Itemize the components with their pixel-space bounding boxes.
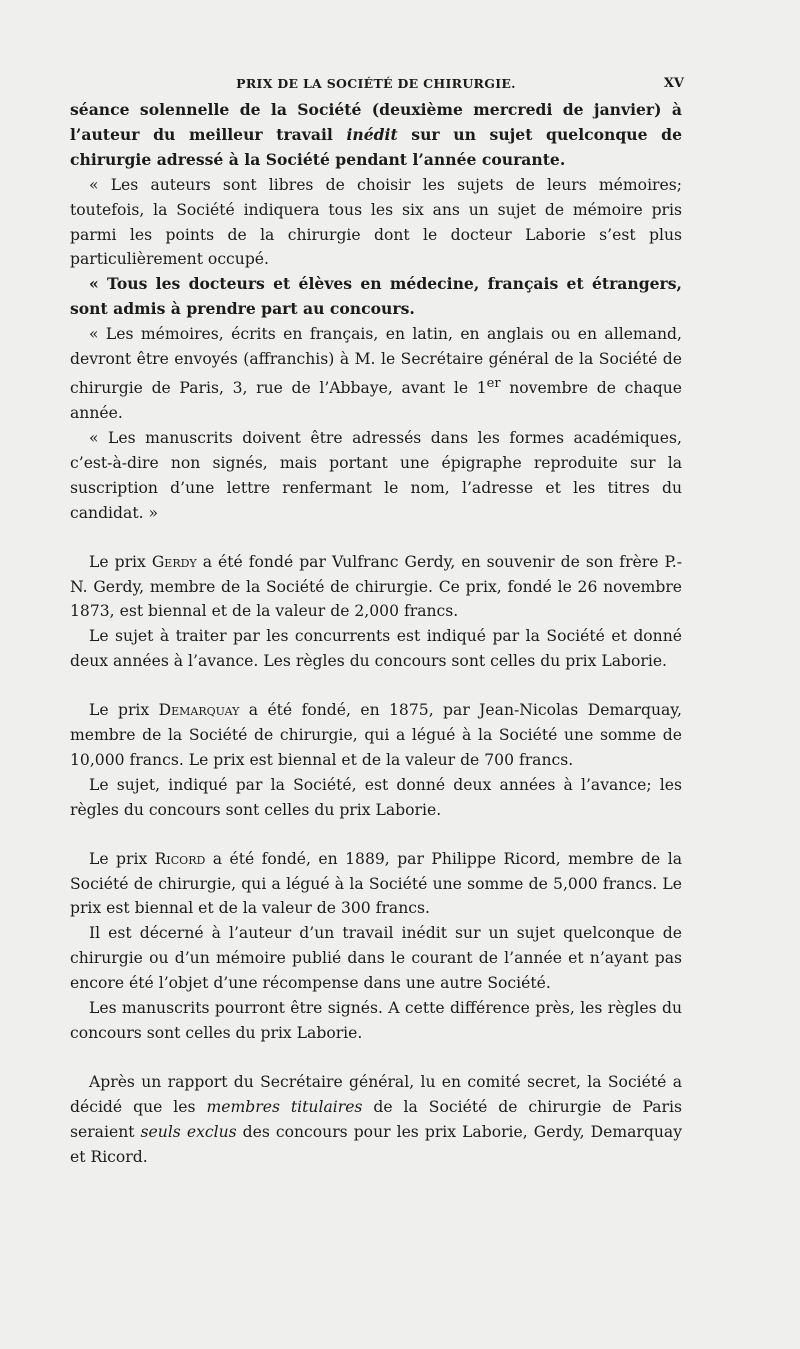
paragraph-prix-gerdy: Le prix Gerdy a été fondé par Vulfranc Gerdy, en souvenir de son frère P.-N. Gerdy, membre de la Société de chirurgie. Ce prix, fondé le 26 novembre 1873, est biennal et de la valeur de 2,000 francs. bbox=[70, 552, 683, 621]
paragraph-demarquay-sujet: Le sujet, indiqué par la Société, est donné deux années à l’avance; les règles du concours sont celles du prix Laborie. bbox=[70, 775, 682, 819]
paragraph-ricord-manuscrits: Les manuscrits pourront être signés. A cette différence près, les règles du concours sont celles du prix Laborie. bbox=[70, 999, 682, 1042]
paragraph-gerdy-sujet: Le sujet à traiter par les concurrents est indiqué par la Société et donné deux années à l’avance. Les règles du concours sont celles du prix Laborie. bbox=[70, 627, 682, 671]
paragraph-manuscrits: « Les manuscrits doivent être adressés dans les formes académiques, c’est-à-dire non signés, mais portant une épigraphe reproduite sur la suscription d’une lettre renfermant le nom, l’adresse et les titres du candidat. » bbox=[70, 428, 682, 522]
paragraph-membres-titulaires: Après un rapport du Secrétaire général, lu en comité secret, la Société a décidé que les membres titulaires de la Société de chirurgie de Paris seraient seuls exclus des concours pour les prix Laborie, Gerdy, Demarquay et Ricord. bbox=[70, 1072, 683, 1166]
paragraph-ricord-decerne: Il est décerné à l’auteur d’un travail inédit sur un sujet quelconque de chirurgie ou d’un mémoire publié dans le courant de l’année et n’ayant pas encore été l’objet d’une récompense dans une autre Société. bbox=[70, 924, 682, 993]
page-number: XV bbox=[663, 76, 684, 91]
body-text bbox=[70, 98, 682, 1170]
paragraph-prix-demarquay: Le prix Demarquay a été fondé, en 1875, par Jean-Nicolas Demarquay, membre de la Société de chirurgie, qui a légué à la Société une somme de 10,000 francs. Le prix est biennal et de la valeur de 700 francs. bbox=[70, 701, 682, 769]
paragraph-seance: séance solennelle de la Société (deuxième mercredi de janvier) à l’auteur du meilleur travail inédit sur un sujet quelconque de chirurgie adressé à la Société pendant l’année courante. bbox=[70, 100, 682, 169]
paragraph-prix-ricord: Le prix Ricord a été fondé, en 1889, par Philippe Ricord, membre de la Société de chirurgie, qui a légué à la Société une somme de 5,000 francs. Le prix est biennal et de la valeur de 300 francs. bbox=[70, 849, 682, 918]
paragraph-docteurs: « Tous les docteurs et élèves en médecine, français et étrangers, sont admis à prendre part au concours. bbox=[70, 274, 682, 319]
page-header bbox=[70, 76, 682, 98]
paragraph-memoires: « Les mémoires, écrits en français, en latin, en anglais ou en allemand, devront être envoyés (affranchis) à M. le Secrétaire général de la Société de chirurgie de Paris, 3, rue de l’Abbaye, avant le 1er novembre de chaque année. bbox=[70, 325, 682, 423]
paragraph-auteurs: « Les auteurs sont libres de choisir les sujets de leurs mémoires; toutefois, la Société indiquera tous les six ans un sujet de mémoire pris parmi les points de la chirurgie dont le docteur Laborie s’est plus particulièrement occupé. bbox=[70, 175, 682, 269]
running-title: PRIX DE LA SOCIÉTÉ DE CHIRURGIE. bbox=[236, 76, 516, 91]
